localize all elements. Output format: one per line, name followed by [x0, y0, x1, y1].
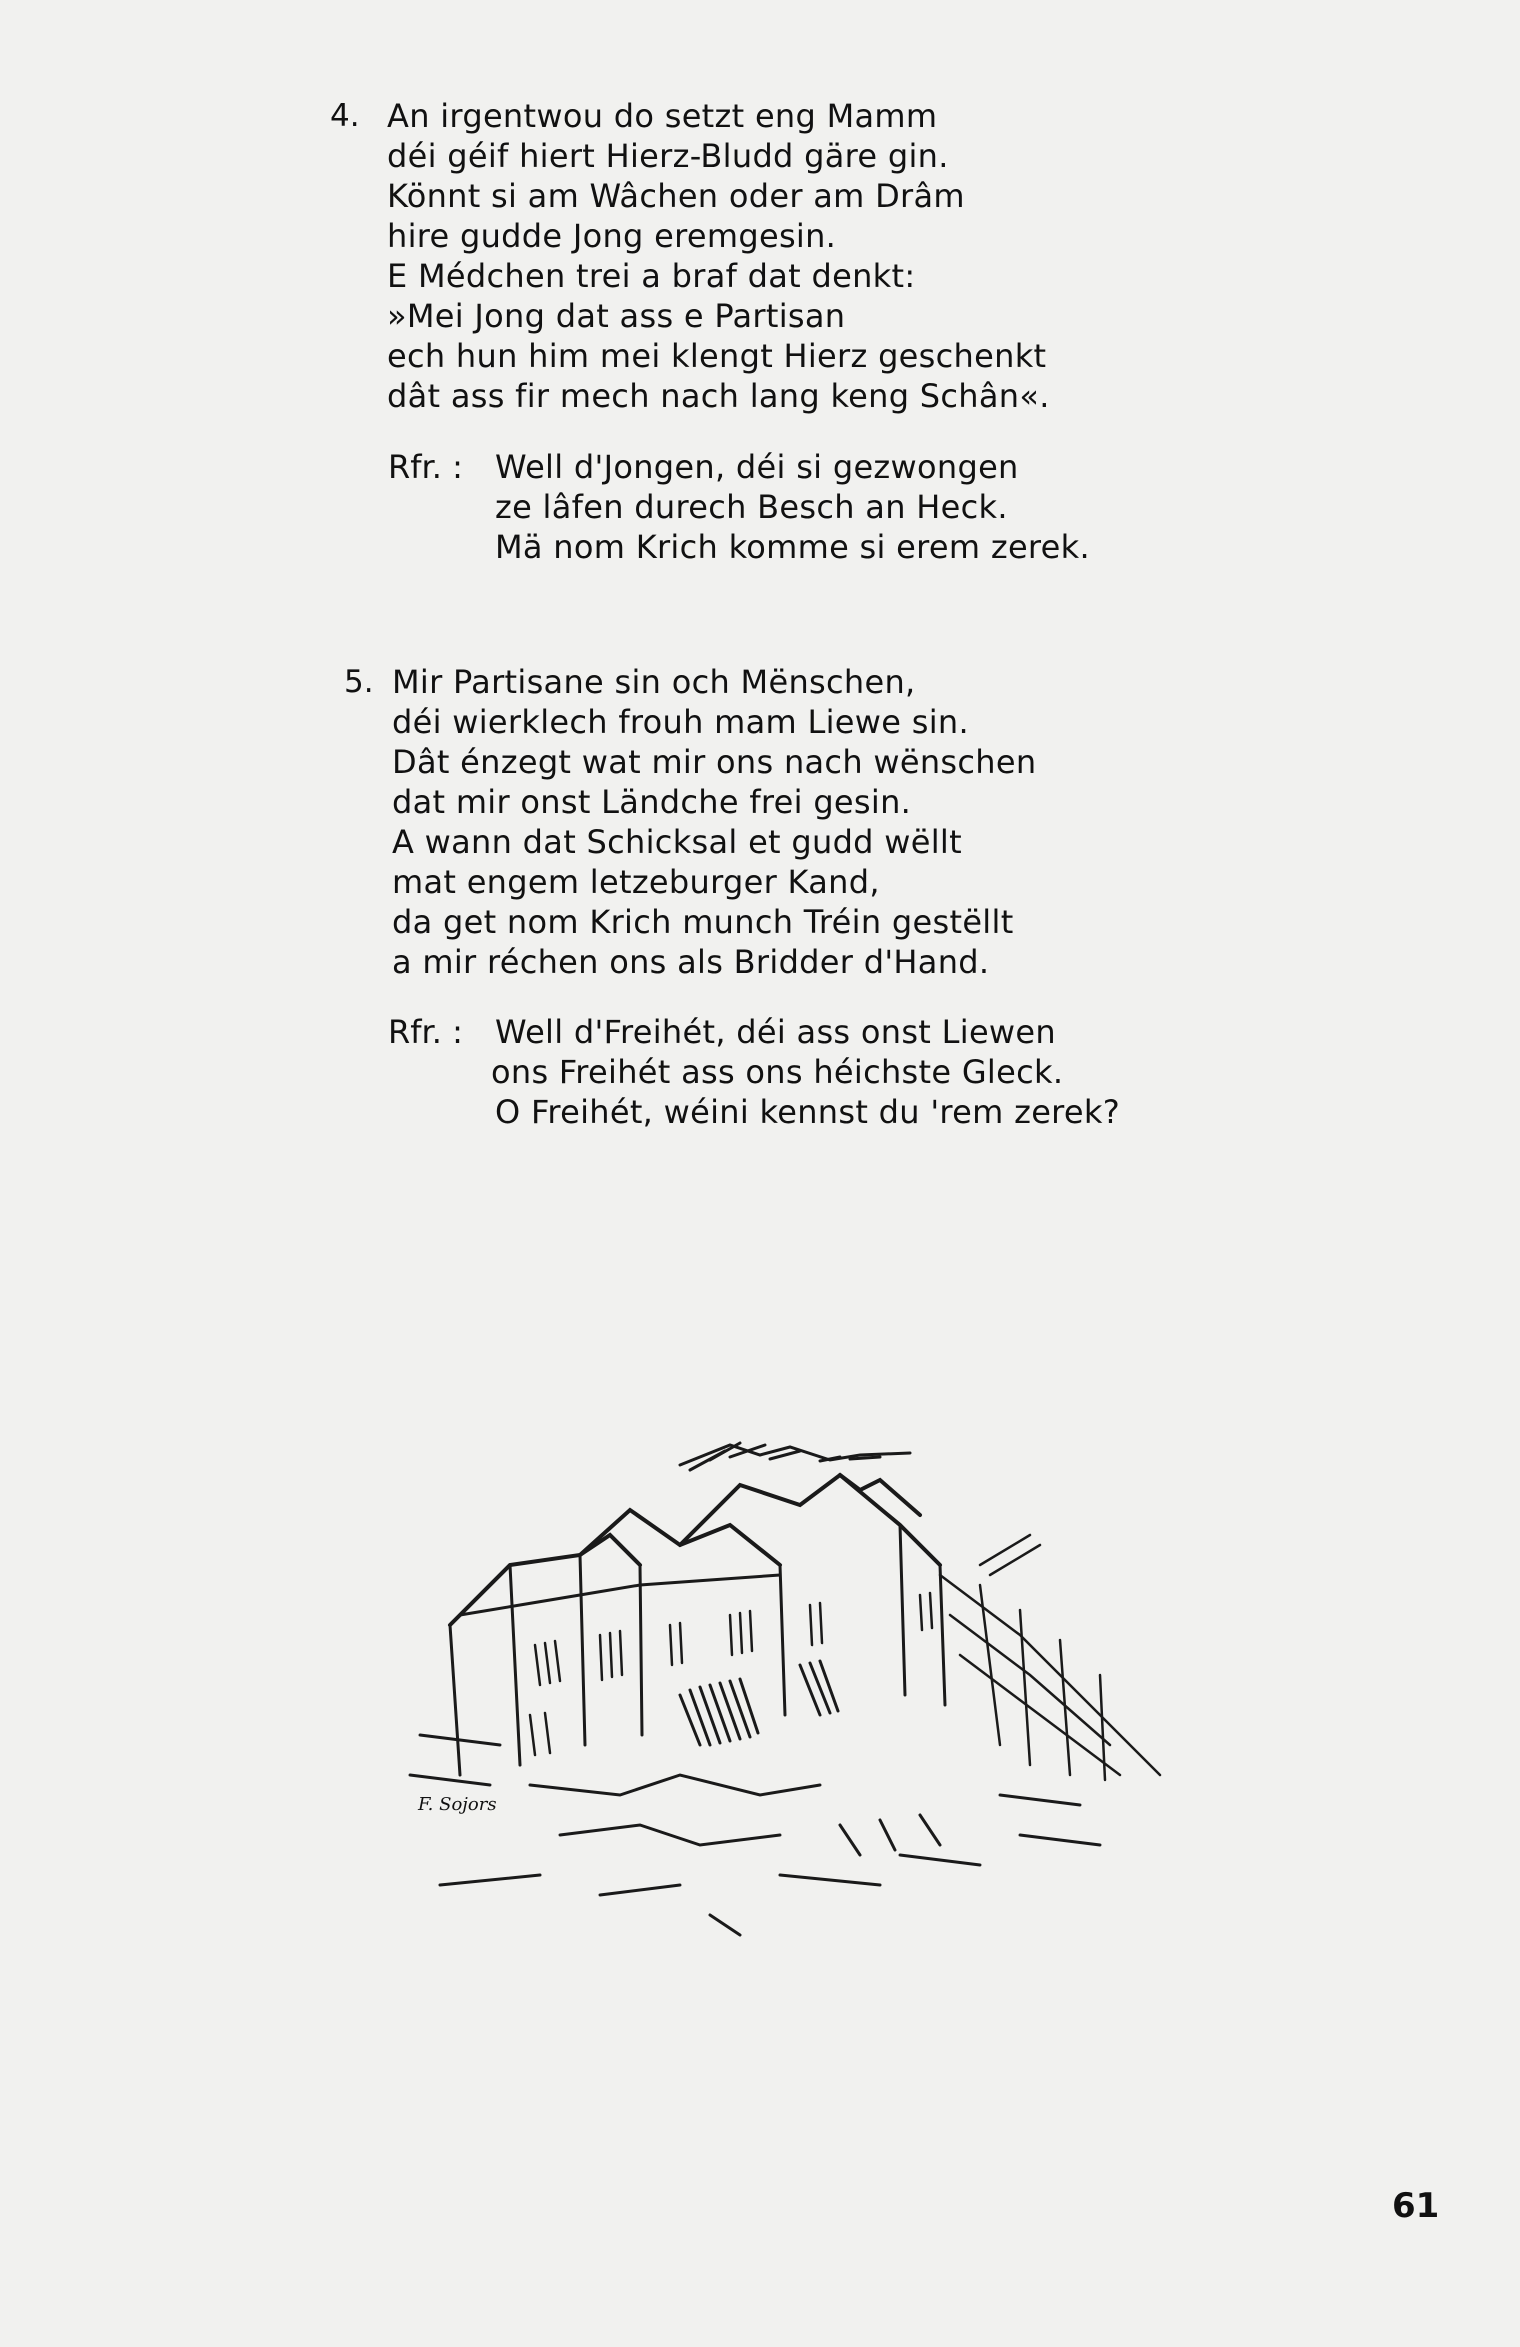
- verse-line: déi wierklech frouh mam Liewe sin.: [392, 703, 969, 741]
- verse-line: Könnt si am Wâchen oder am Drâm: [387, 177, 965, 215]
- verse-4: [330, 96, 1240, 416]
- refrain-line: Mä nom Krich komme si erem zerek.: [495, 528, 1090, 566]
- verse-line: déi géif hiert Hierz-Bludd gäre gin.: [387, 137, 949, 175]
- refrain-lines: [491, 1012, 1121, 1132]
- verse-line: »Mei Jong dat ass e Partisan: [387, 297, 846, 335]
- refrain-line: O Freihét, wéini kennst du 'rem zerek?: [495, 1093, 1121, 1131]
- verse-line: mat engem letzeburger Kand,: [392, 863, 880, 901]
- verse-number: 5.: [344, 664, 374, 700]
- verse-number: 4.: [330, 98, 360, 134]
- refrain-line: Well d'Freihét, déi ass onst Liewen: [495, 1013, 1056, 1051]
- verse-line: hire gudde Jong eremgesin.: [387, 217, 837, 255]
- artist-signature: F. Sojors: [418, 1794, 497, 1815]
- verse-line: a mir réchen ons als Bridder d'Hand.: [392, 943, 990, 981]
- verse-line: Dât énzegt wat mir ons nach wënschen: [392, 743, 1037, 781]
- refrain-label: Rfr. :: [388, 448, 463, 486]
- verse-line: ech hun him mei klengt Hierz geschenkt: [387, 337, 1047, 375]
- refrain-line: Well d'Jongen, déi si gezwongen: [495, 448, 1019, 486]
- refrain-line: ons Freihét ass ons héichste Gleck.: [491, 1053, 1064, 1091]
- verse-line: E Médchen trei a braf dat denkt:: [387, 257, 916, 295]
- page-number: 61: [1392, 2186, 1440, 2226]
- verse-line: An irgentwou do setzt eng Mamm: [387, 97, 938, 135]
- ruined-houses-illustration: [380, 1415, 1200, 1975]
- refrain-label: Rfr. :: [388, 1013, 463, 1051]
- verse-line: dât ass fir mech nach lang keng Schân«.: [387, 377, 1050, 415]
- refrain-lines: [495, 447, 1090, 567]
- verse-line: A wann dat Schicksal et gudd wëllt: [392, 823, 962, 861]
- verse-line: Mir Partisane sin och Mënschen,: [392, 663, 916, 701]
- verse-line: dat mir onst Ländche frei gesin.: [392, 783, 912, 821]
- verse-5: [340, 662, 1240, 982]
- verse-line: da get nom Krich munch Tréin gestëllt: [392, 903, 1014, 941]
- refrain-line: ze lâfen durech Besch an Heck.: [495, 488, 1008, 526]
